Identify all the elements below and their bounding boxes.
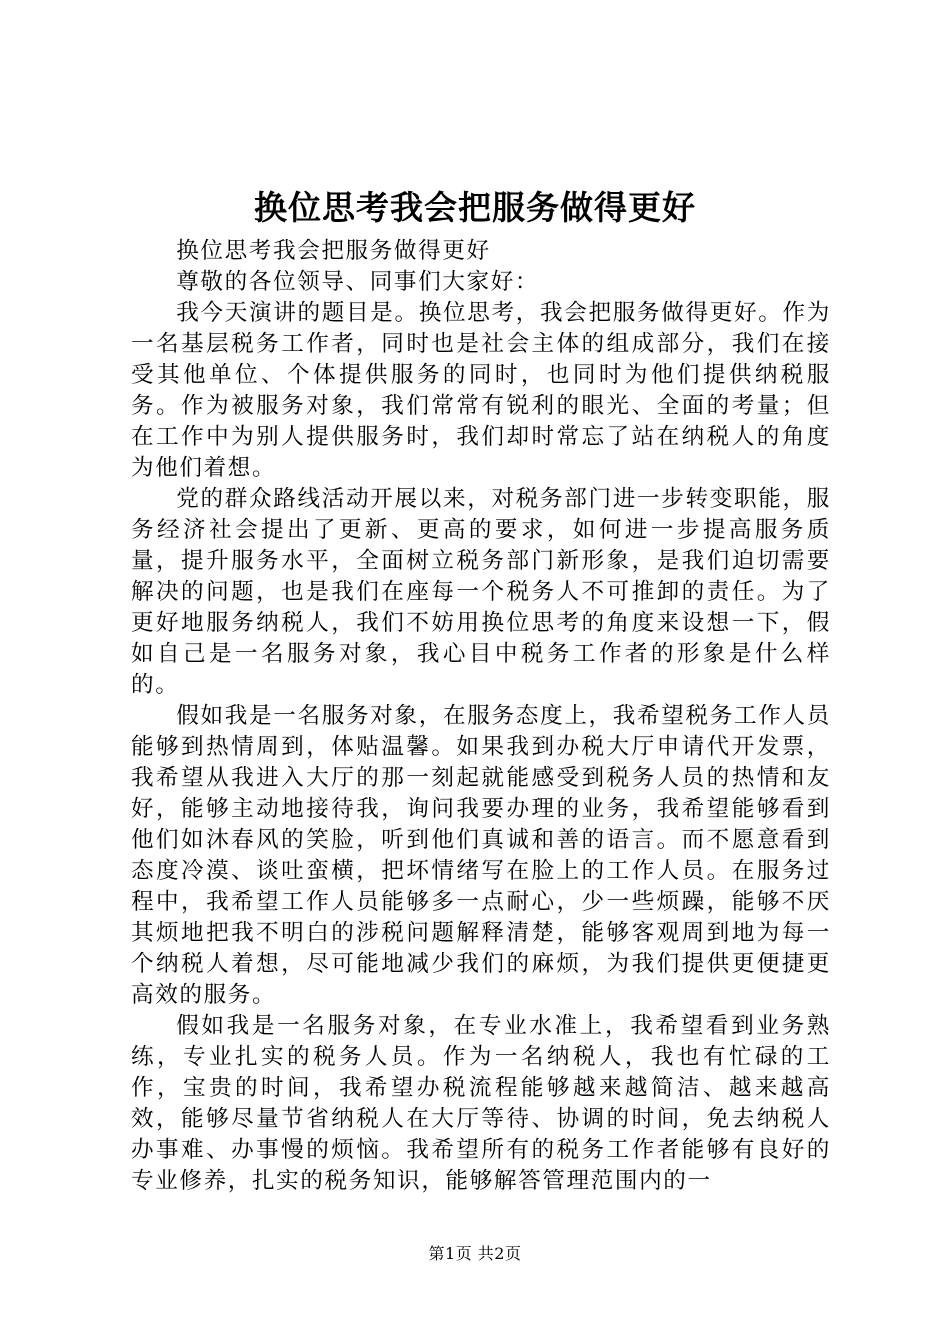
document-title: 换位思考我会把服务做得更好 [254, 188, 696, 227]
paragraph-mass-line: 党的群众路线活动开展以来，对税务部门进一步转变职能，服务经济社会提出了更新、更高的要求，如何进一步提高服务质量，提升服务水平，全面树立税务部门新形象，是我们迫切需要解决的问题，也是我们在座每一个税务人不可推卸的责任。为了更好地服务纳税人，我们不妨用换位思考的角度来设想一下，假如自己是一名服务对象，我心目中税务工作者的形象是什么样的。 [131, 486, 831, 698]
paragraph-professional-standard: 假如我是一名服务对象，在专业水准上，我希望看到业务熟练，专业扎实的税务人员。作为一名纳税人，我也有忙碌的工作，宝贵的时间，我希望办税流程能够越来越简洁、越来越高效，能够尽量节省纳税人在大厅等待、协调的时间，免去纳税人办事难、办事慢的烦恼。我希望所有的税务工作者能够有良好的专业修养，扎实的税务知识，能够解答管理范围内的一 [131, 1013, 831, 1194]
paragraph-introduction: 我今天演讲的题目是。换位思考，我会把服务做得更好。作为一名基层税务工作者，同时也是社会主体的组成部分，我们在接受其他单位、个体提供服务的同时，也同时为他们提供纳税服务。作为被服务对象，我们常常有锐利的眼光、全面的考量；但在工作中为别人提供服务时，我们却时常忘了站在纳税人的角度为他们着想。 [131, 300, 831, 481]
paragraph-repeat-title: 换位思考我会把服务做得更好 [176, 238, 491, 264]
document-body [131, 236, 831, 1197]
paragraph-service-attitude: 假如我是一名服务对象，在服务态度上，我希望税务工作人员能够到热情周到，体贴温馨。如果我到办税大厅申请代开发票，我希望从我进入大厅的那一刻起就能感受到税务人员的热情和友好，能够主动地接待我，询问我要办理的业务，我希望能够看到他们如沐春风的笑脸，听到他们真诚和善的语言。而不愿意看到态度冷漠、谈吐蛮横，把坏情绪写在脸上的工作人员。在服务过程中，我希望工作人员能够多一点耐心，少一些烦躁，能够不厌其烦地把我不明白的涉税问题解释清楚，能够客观周到地为每一个纳税人着想，尽可能地减少我们的麻烦，为我们提供更便捷更高效的服务。 [131, 703, 831, 1008]
page-footer: 第1页 共2页 [428, 1244, 522, 1263]
paragraph-greeting: 尊敬的各位领导、同事们大家好： [176, 269, 540, 295]
